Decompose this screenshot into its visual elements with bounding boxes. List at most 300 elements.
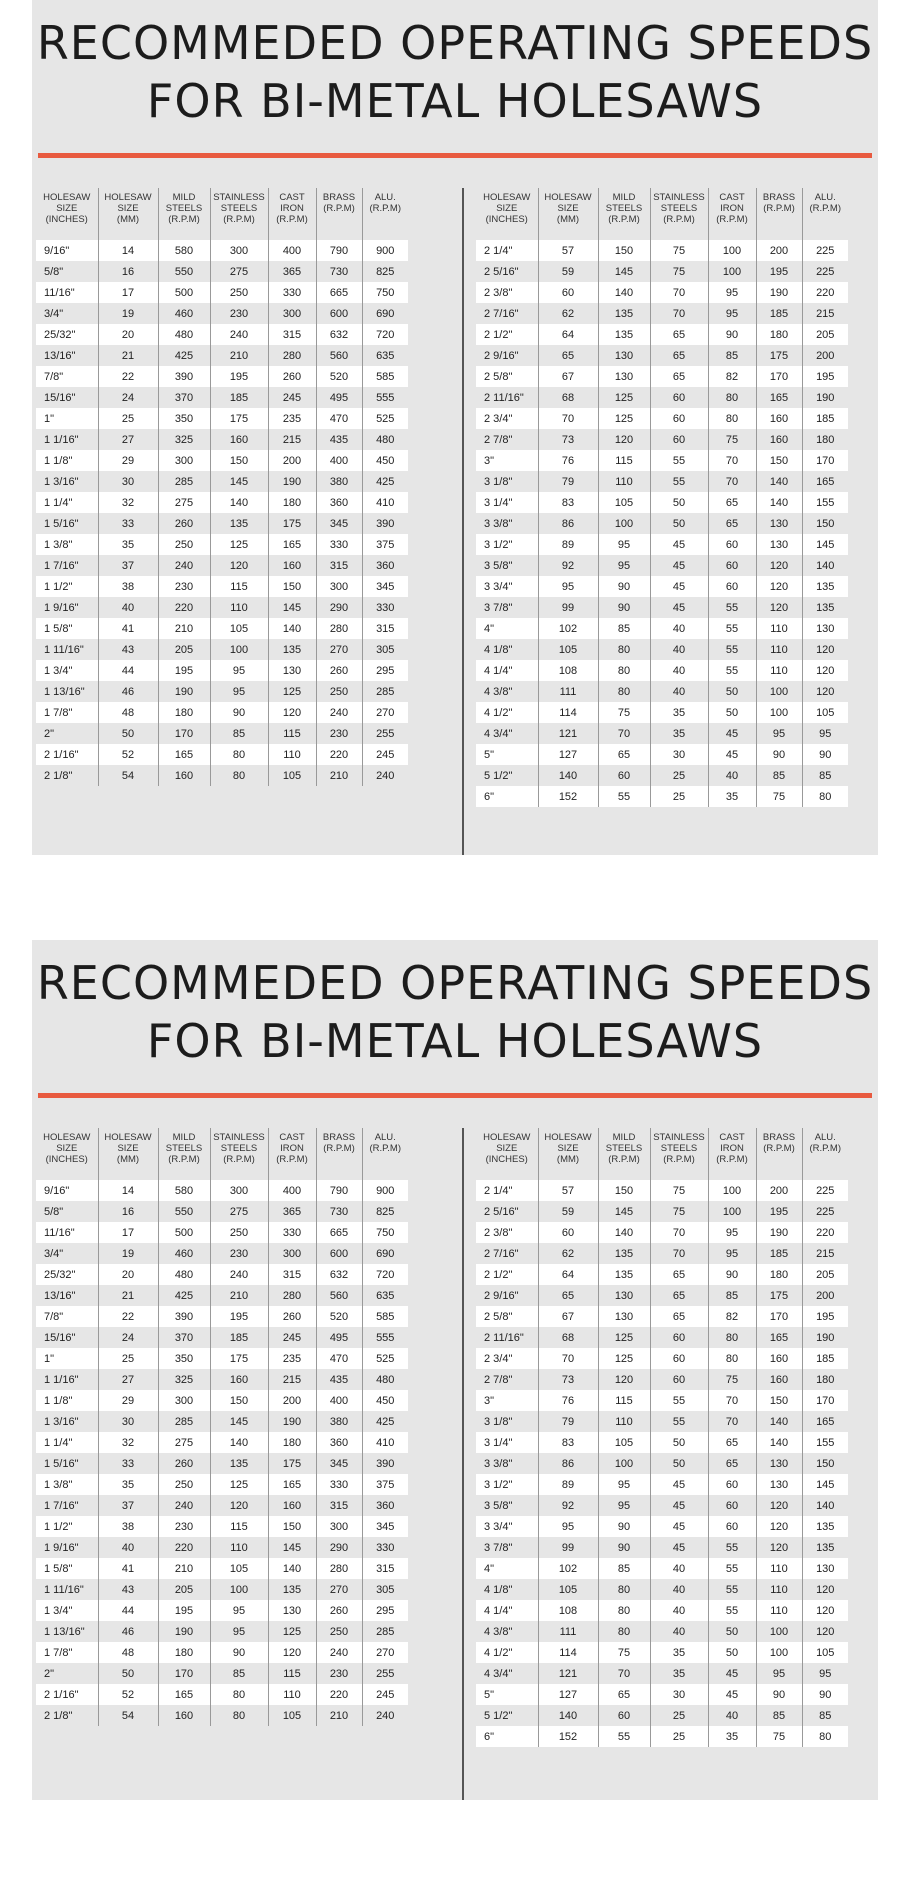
column-header-line: (R.P.M) (809, 1143, 841, 1154)
cell-stainless-steel: 230 (210, 303, 268, 324)
cell-brass: 290 (316, 1537, 362, 1558)
cell-cast-iron: 60 (708, 1516, 756, 1537)
cell-cast-iron: 180 (268, 492, 316, 513)
cell-size-inches: 1 1/16" (36, 429, 98, 450)
column-header-size-inches (36, 188, 98, 240)
column-header-line: HOLESAW (104, 1132, 152, 1143)
cell-size-mm: 83 (538, 492, 598, 513)
cell-size-mm: 68 (538, 1327, 598, 1348)
cell-cast-iron: 300 (268, 303, 316, 324)
cell-cast-iron: 35 (708, 786, 756, 807)
cell-stainless-steel: 250 (210, 1222, 268, 1243)
column-header-line: SIZE (496, 1143, 518, 1154)
cell-brass: 315 (316, 1495, 362, 1516)
cell-mild-steel: 80 (598, 681, 650, 702)
cell-aluminium: 295 (362, 1600, 408, 1621)
cell-size-inches: 2 5/8" (476, 1306, 538, 1327)
cell-aluminium: 205 (802, 1264, 848, 1285)
cell-aluminium: 285 (362, 1621, 408, 1642)
cell-stainless-steel: 65 (650, 345, 708, 366)
column-header-line: (R.P.M) (608, 1154, 640, 1165)
cell-brass: 110 (756, 1579, 802, 1600)
table-row (476, 282, 848, 303)
cell-brass: 120 (756, 555, 802, 576)
cell-aluminium: 95 (802, 1663, 848, 1684)
cell-brass: 435 (316, 429, 362, 450)
cell-size-mm: 27 (98, 1369, 158, 1390)
cell-size-mm: 16 (98, 261, 158, 282)
column-header-line: (R.P.M) (223, 214, 255, 225)
cell-size-mm: 14 (98, 1180, 158, 1201)
cell-size-inches: 2 1/8" (36, 765, 98, 786)
cell-aluminium: 135 (802, 1516, 848, 1537)
cell-size-mm: 62 (538, 303, 598, 324)
cell-size-inches: 7/8" (36, 1306, 98, 1327)
column-divider (462, 1128, 464, 1800)
cell-size-mm: 54 (98, 1705, 158, 1726)
table-row (476, 1474, 848, 1495)
cell-size-mm: 17 (98, 282, 158, 303)
cell-aluminium: 120 (802, 1621, 848, 1642)
cell-brass: 120 (756, 597, 802, 618)
cell-stainless-steel: 75 (650, 1201, 708, 1222)
cell-stainless-steel: 95 (210, 660, 268, 681)
cell-brass: 75 (756, 786, 802, 807)
cell-stainless-steel: 40 (650, 1600, 708, 1621)
cell-aluminium: 170 (802, 450, 848, 471)
cell-stainless-steel: 35 (650, 1642, 708, 1663)
cell-size-mm: 59 (538, 1201, 598, 1222)
cell-aluminium: 240 (362, 765, 408, 786)
cell-size-inches: 2 5/16" (476, 261, 538, 282)
column-header-line: (R.P.M) (223, 1154, 255, 1165)
cell-aluminium: 130 (802, 618, 848, 639)
table-row (36, 387, 408, 408)
cell-stainless-steel: 300 (210, 1180, 268, 1201)
cell-mild-steel: 120 (598, 429, 650, 450)
cell-size-inches: 2 7/16" (476, 303, 538, 324)
cell-brass: 165 (756, 1327, 802, 1348)
column-header-mild-steel (598, 1128, 650, 1180)
cell-stainless-steel: 95 (210, 1600, 268, 1621)
cell-aluminium: 345 (362, 1516, 408, 1537)
cell-aluminium: 205 (802, 324, 848, 345)
cell-cast-iron: 95 (708, 1243, 756, 1264)
cell-stainless-steel: 105 (210, 618, 268, 639)
table-row (36, 408, 408, 429)
cell-mild-steel: 190 (158, 1621, 210, 1642)
cell-brass: 120 (756, 576, 802, 597)
cell-stainless-steel: 60 (650, 1327, 708, 1348)
cell-mild-steel: 80 (598, 1621, 650, 1642)
cell-aluminium: 195 (802, 366, 848, 387)
column-header-line: (R.P.M) (323, 203, 355, 214)
cell-size-mm: 64 (538, 1264, 598, 1285)
cell-stainless-steel: 45 (650, 576, 708, 597)
cell-brass: 120 (756, 1537, 802, 1558)
cell-mild-steel: 390 (158, 366, 210, 387)
cell-brass: 175 (756, 345, 802, 366)
cell-aluminium: 150 (802, 1453, 848, 1474)
column-header-line: (R.P.M) (663, 1154, 695, 1165)
title-line-1: RECOMMEDED OPERATING SPEEDS (36, 16, 874, 70)
cell-aluminium: 220 (802, 282, 848, 303)
cell-aluminium: 120 (802, 660, 848, 681)
cell-mild-steel: 180 (158, 1642, 210, 1663)
cell-size-inches: 4 1/4" (476, 1600, 538, 1621)
cell-size-inches: 3 1/8" (476, 1411, 538, 1432)
cell-aluminium: 480 (362, 429, 408, 450)
cell-size-inches: 1 11/16" (36, 1579, 98, 1600)
cell-stainless-steel: 135 (210, 513, 268, 534)
cell-cast-iron: 40 (708, 765, 756, 786)
cell-size-inches: 3 3/4" (476, 1516, 538, 1537)
column-header-size-inches (476, 1128, 538, 1180)
cell-size-mm: 70 (538, 1348, 598, 1369)
cell-brass: 175 (756, 1285, 802, 1306)
cell-size-inches: 3" (476, 1390, 538, 1411)
table-row (476, 1558, 848, 1579)
cell-mild-steel: 80 (598, 639, 650, 660)
table-row (476, 1600, 848, 1621)
cell-size-inches: 5 1/2" (476, 765, 538, 786)
cell-mild-steel: 145 (598, 261, 650, 282)
cell-stainless-steel: 185 (210, 1327, 268, 1348)
column-header-size-inches (36, 1128, 98, 1180)
cell-cast-iron: 150 (268, 1516, 316, 1537)
column-header-line: (MM) (556, 214, 580, 225)
cell-size-mm: 21 (98, 1285, 158, 1306)
cell-brass: 85 (756, 765, 802, 786)
cell-size-inches: 2 3/8" (476, 1222, 538, 1243)
table-row (36, 765, 408, 786)
table-row (36, 471, 408, 492)
cell-size-inches: 2 11/16" (476, 387, 538, 408)
cell-stainless-steel: 125 (210, 1474, 268, 1495)
cell-size-mm: 60 (538, 1222, 598, 1243)
cell-stainless-steel: 55 (650, 471, 708, 492)
table-row (476, 576, 848, 597)
cell-cast-iron: 140 (268, 1558, 316, 1579)
cell-size-mm: 27 (98, 429, 158, 450)
cell-mild-steel: 125 (598, 1348, 650, 1369)
cell-cast-iron: 60 (708, 1495, 756, 1516)
cell-stainless-steel: 35 (650, 702, 708, 723)
cell-size-mm: 17 (98, 1222, 158, 1243)
cell-mild-steel: 80 (598, 660, 650, 681)
table-row (476, 660, 848, 681)
column-header-line: ALU. (374, 1132, 396, 1143)
cell-brass: 665 (316, 282, 362, 303)
cell-cast-iron: 125 (268, 681, 316, 702)
cell-brass: 280 (316, 1558, 362, 1579)
table-row (36, 450, 408, 471)
cell-brass: 185 (756, 303, 802, 324)
cell-aluminium: 185 (802, 408, 848, 429)
cell-size-inches: 5" (476, 744, 538, 765)
cell-size-inches: 4 1/8" (476, 1579, 538, 1600)
cell-size-mm: 14 (98, 240, 158, 261)
cell-mild-steel: 580 (158, 1180, 210, 1201)
column-header-size-inches (476, 188, 538, 240)
cell-aluminium: 825 (362, 1201, 408, 1222)
cell-size-mm: 102 (538, 1558, 598, 1579)
table-row (476, 1726, 848, 1747)
cell-mild-steel: 65 (598, 744, 650, 765)
cell-aluminium: 195 (802, 1306, 848, 1327)
cell-stainless-steel: 45 (650, 1474, 708, 1495)
cell-cast-iron: 55 (708, 618, 756, 639)
cell-stainless-steel: 30 (650, 744, 708, 765)
cell-size-mm: 65 (538, 345, 598, 366)
cell-cast-iron: 365 (268, 261, 316, 282)
cell-size-mm: 24 (98, 387, 158, 408)
table-row (36, 576, 408, 597)
cell-aluminium: 555 (362, 1327, 408, 1348)
cell-size-mm: 38 (98, 576, 158, 597)
table-row (36, 261, 408, 282)
cell-size-mm: 64 (538, 324, 598, 345)
cell-size-mm: 76 (538, 1390, 598, 1411)
column-header-mild-steel (598, 188, 650, 240)
cell-mild-steel: 425 (158, 345, 210, 366)
column-header-line: STEELS (220, 203, 258, 214)
cell-cast-iron: 55 (708, 1579, 756, 1600)
cell-stainless-steel: 40 (650, 1558, 708, 1579)
cell-stainless-steel: 300 (210, 240, 268, 261)
cell-cast-iron: 160 (268, 1495, 316, 1516)
cell-size-mm: 29 (98, 1390, 158, 1411)
cell-brass: 360 (316, 1432, 362, 1453)
cell-cast-iron: 70 (708, 450, 756, 471)
cell-mild-steel: 205 (158, 1579, 210, 1600)
cell-stainless-steel: 75 (650, 240, 708, 261)
cell-aluminium: 585 (362, 1306, 408, 1327)
cell-size-mm: 102 (538, 618, 598, 639)
cell-cast-iron: 400 (268, 240, 316, 261)
cell-cast-iron: 165 (268, 534, 316, 555)
cell-brass: 400 (316, 450, 362, 471)
cell-brass: 160 (756, 1369, 802, 1390)
cell-cast-iron: 50 (708, 702, 756, 723)
cell-size-inches: 1 3/16" (36, 1411, 98, 1432)
title-line-2: FOR BI-METAL HOLESAWS (146, 74, 764, 128)
table-row (476, 345, 848, 366)
cell-stainless-steel: 45 (650, 555, 708, 576)
cell-cast-iron: 280 (268, 345, 316, 366)
column-header-line: IRON (720, 1143, 744, 1154)
cell-aluminium: 120 (802, 639, 848, 660)
cell-size-mm: 105 (538, 1579, 598, 1600)
cell-brass: 230 (316, 1663, 362, 1684)
cell-aluminium: 155 (802, 1432, 848, 1453)
cell-mild-steel: 480 (158, 324, 210, 345)
cell-aluminium: 375 (362, 1474, 408, 1495)
cell-brass: 250 (316, 681, 362, 702)
cell-size-inches: 1 5/16" (36, 513, 98, 534)
cell-size-inches: 1 1/16" (36, 1369, 98, 1390)
cell-brass: 130 (756, 1474, 802, 1495)
cell-mild-steel: 140 (598, 1222, 650, 1243)
column-header-line: HOLESAW (104, 192, 152, 203)
cell-mild-steel: 220 (158, 1537, 210, 1558)
cell-size-mm: 19 (98, 1243, 158, 1264)
table-header-row (36, 1128, 408, 1180)
cell-size-mm: 99 (538, 1537, 598, 1558)
cell-size-inches: 1 7/16" (36, 1495, 98, 1516)
cell-aluminium: 240 (362, 1705, 408, 1726)
cell-cast-iron: 145 (268, 597, 316, 618)
cell-mild-steel: 250 (158, 534, 210, 555)
cell-mild-steel: 220 (158, 597, 210, 618)
cell-cast-iron: 45 (708, 744, 756, 765)
column-header-line: (R.P.M) (276, 1154, 308, 1165)
cell-cast-iron: 215 (268, 1369, 316, 1390)
cell-size-inches: 1 3/16" (36, 471, 98, 492)
cell-brass: 400 (316, 1390, 362, 1411)
cell-mild-steel: 240 (158, 1495, 210, 1516)
cell-size-inches: 1 5/8" (36, 1558, 98, 1579)
cell-brass: 330 (316, 534, 362, 555)
cell-stainless-steel: 275 (210, 1201, 268, 1222)
table-row (476, 1663, 848, 1684)
cell-size-mm: 111 (538, 1621, 598, 1642)
cell-aluminium: 425 (362, 471, 408, 492)
cell-brass: 100 (756, 702, 802, 723)
cell-stainless-steel: 160 (210, 429, 268, 450)
cell-size-mm: 86 (538, 513, 598, 534)
cell-cast-iron: 110 (268, 744, 316, 765)
cell-mild-steel: 260 (158, 513, 210, 534)
cell-mild-steel: 240 (158, 555, 210, 576)
column-header-line: STEELS (220, 1143, 258, 1154)
table-row (36, 1327, 408, 1348)
cell-mild-steel: 100 (598, 1453, 650, 1474)
cell-mild-steel: 230 (158, 576, 210, 597)
cell-mild-steel: 285 (158, 1411, 210, 1432)
cell-aluminium: 585 (362, 366, 408, 387)
speed-table-right (476, 188, 848, 807)
cell-size-inches: 25/32" (36, 324, 98, 345)
cell-brass: 200 (756, 240, 802, 261)
column-header-line: (INCHES) (485, 214, 528, 225)
cell-size-inches: 2 1/2" (476, 1264, 538, 1285)
cell-cast-iron: 260 (268, 366, 316, 387)
table-row (476, 1705, 848, 1726)
cell-cast-iron: 330 (268, 1222, 316, 1243)
cell-stainless-steel: 35 (650, 723, 708, 744)
cell-aluminium: 140 (802, 1495, 848, 1516)
cell-mild-steel: 300 (158, 1390, 210, 1411)
cell-mild-steel: 325 (158, 1369, 210, 1390)
cell-size-inches: 2 1/8" (36, 1705, 98, 1726)
cell-mild-steel: 370 (158, 387, 210, 408)
cell-size-mm: 60 (538, 282, 598, 303)
table-row (36, 1684, 408, 1705)
cell-stainless-steel: 75 (650, 261, 708, 282)
cell-size-inches: 15/16" (36, 1327, 98, 1348)
cell-size-inches: 2 1/16" (36, 744, 98, 765)
column-header-size-mm (98, 188, 158, 240)
cell-mild-steel: 115 (598, 450, 650, 471)
column-header-size-mm (538, 1128, 598, 1180)
cell-cast-iron: 70 (708, 471, 756, 492)
cell-brass: 250 (316, 1621, 362, 1642)
cell-cast-iron: 70 (708, 1390, 756, 1411)
column-header-brass (756, 1128, 802, 1180)
column-header-mild-steel (158, 188, 210, 240)
cell-cast-iron: 55 (708, 1558, 756, 1579)
cell-stainless-steel: 145 (210, 1411, 268, 1432)
cell-size-mm: 108 (538, 1600, 598, 1621)
cell-aluminium: 825 (362, 261, 408, 282)
cell-stainless-steel: 55 (650, 450, 708, 471)
chart-panel-top (32, 0, 878, 855)
table-header-row (476, 1128, 848, 1180)
column-header-line: SIZE (56, 203, 78, 214)
cell-aluminium: 315 (362, 618, 408, 639)
cell-size-inches: 4" (476, 1558, 538, 1579)
cell-brass: 100 (756, 681, 802, 702)
cell-cast-iron: 60 (708, 555, 756, 576)
cell-size-inches: 11/16" (36, 282, 98, 303)
cell-mild-steel: 95 (598, 1474, 650, 1495)
column-header-line: STEELS (605, 203, 643, 214)
table-row (36, 1705, 408, 1726)
cell-size-mm: 30 (98, 1411, 158, 1432)
cell-mild-steel: 300 (158, 450, 210, 471)
cell-size-inches: 1" (36, 1348, 98, 1369)
cell-size-inches: 3 3/4" (476, 576, 538, 597)
cell-cast-iron: 80 (708, 1348, 756, 1369)
table-row (476, 681, 848, 702)
cell-cast-iron: 175 (268, 513, 316, 534)
cell-size-inches: 2 9/16" (476, 1285, 538, 1306)
table-row (36, 345, 408, 366)
cell-brass: 140 (756, 1411, 802, 1432)
table-row (476, 1306, 848, 1327)
column-header-line: SIZE (557, 1143, 579, 1154)
cell-stainless-steel: 80 (210, 765, 268, 786)
cell-stainless-steel: 135 (210, 1453, 268, 1474)
cell-stainless-steel: 80 (210, 744, 268, 765)
cell-brass: 260 (316, 1600, 362, 1621)
cell-size-mm: 22 (98, 1306, 158, 1327)
cell-stainless-steel: 175 (210, 1348, 268, 1369)
cell-mild-steel: 210 (158, 1558, 210, 1579)
cell-cast-iron: 115 (268, 1663, 316, 1684)
cell-stainless-steel: 65 (650, 324, 708, 345)
cell-mild-steel: 125 (598, 387, 650, 408)
cell-brass: 130 (756, 513, 802, 534)
table-row (476, 786, 848, 807)
table-row (476, 387, 848, 408)
cell-aluminium: 80 (802, 1726, 848, 1747)
table-row (36, 1306, 408, 1327)
cell-size-mm: 67 (538, 366, 598, 387)
cell-mild-steel: 130 (598, 366, 650, 387)
table-row (36, 1348, 408, 1369)
cell-brass: 632 (316, 324, 362, 345)
column-header-line: BRASS (322, 1132, 356, 1143)
column-header-brass (316, 188, 362, 240)
cell-size-inches: 4 3/8" (476, 1621, 538, 1642)
cell-stainless-steel: 70 (650, 1243, 708, 1264)
cell-size-inches: 25/32" (36, 1264, 98, 1285)
table-row (476, 513, 848, 534)
cell-mild-steel: 75 (598, 702, 650, 723)
cell-size-inches: 1 7/8" (36, 702, 98, 723)
